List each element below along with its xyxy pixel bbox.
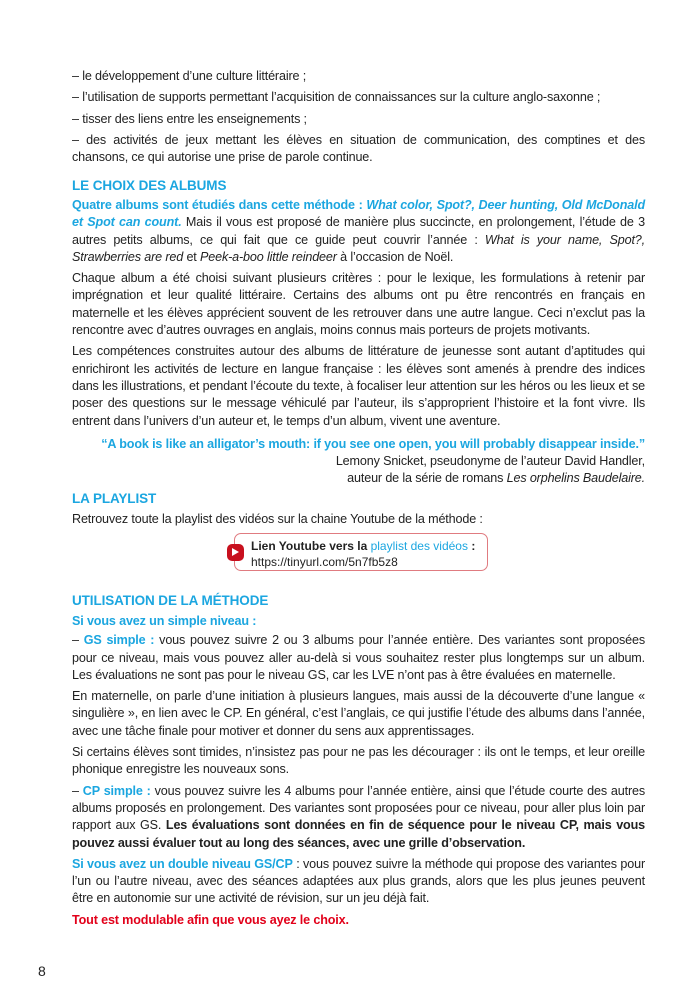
text: et bbox=[183, 249, 200, 264]
text: – bbox=[72, 783, 83, 798]
text: – bbox=[72, 633, 84, 648]
quote-attribution: Lemony Snicket, pseudonyme de l’auteur David Handler, bbox=[335, 454, 645, 469]
conclusion: Tout est modulable afin que vous ayez le choix. bbox=[72, 912, 349, 927]
playlist-text: Retrouvez toute la playlist des vidéos sur la chaine Youtube de la méthode : bbox=[72, 512, 483, 526]
book-title: Les orphelins Baudelaire. bbox=[506, 471, 645, 486]
bullet-item: – l’utilisation de supports permettant l’acquisition de connaissances sur la culture anglo-saxonne ; bbox=[72, 90, 601, 105]
albums-paragraph-1 bbox=[72, 197, 645, 266]
page-number: 8 bbox=[38, 963, 46, 979]
youtube-link-box[interactable] bbox=[234, 533, 488, 571]
album-titles: What color, Spot?, Deer hunting, Old McDonald et Spot can count. bbox=[72, 198, 645, 230]
bullet-list bbox=[72, 68, 645, 166]
youtube-link[interactable] bbox=[251, 538, 475, 570]
text: : vous pouvez suivre la méthode qui propose des variantes pour l’un ou l’autre niveau, avec des séances adaptées aux plus grands, alors que les plus jeunes peuvent être en autonomie sur une activité de révision, sur un jeu déjà fait. bbox=[72, 856, 645, 906]
text: vous pouvez suivre 2 ou 3 albums pour l’année entière. Des variantes sont proposées pour ce niveau, mais vous pouvez aller au-delà si vous souhaitez rester plus longtemps sur un album. Les évaluations ne sont pas pour le niveau GS, car les LVE n’ont pas à être évaluées en maternelle. bbox=[72, 633, 645, 682]
gs-label: GS simple : bbox=[83, 633, 155, 648]
cp-label: CP simple : bbox=[82, 783, 151, 798]
youtube-play-icon bbox=[227, 544, 244, 561]
method-section bbox=[72, 613, 645, 929]
cp-paragraph bbox=[72, 783, 645, 852]
text: auteur de la série de romans bbox=[347, 471, 507, 486]
albums-paragraph-2: Chaque album a été choisi suivant plusieurs critères : pour le lexique, les formulations à retenir par imprégnation et leur qualité littéraire. Certains des albums ont pu être rencontrés en français en maternelle et les élèves apprécient souvent de les retrouver dans une autre langue. Ceci n’exclut pas la rencontre avec d’autres ouvrages en anglais, moins connus mais porteurs de projets motivants. bbox=[72, 271, 645, 338]
album-title: Peek-a-boo little reindeer bbox=[200, 249, 337, 264]
text: vous pouvez suivre les 4 albums pour l’année entière, ainsi que l’étude courte des autres albums proposés en prolongement. Des variantes sont proposées pour ce niveau, pour aller plus loin par rapport aux GS. bbox=[72, 783, 646, 833]
albums-section bbox=[72, 197, 645, 488]
subheading-simple: Si vous avez un simple niveau : bbox=[72, 614, 257, 628]
albums-lead: Quatre albums sont étudiés dans cette méthode : bbox=[72, 198, 367, 212]
section-heading-albums: LE CHOIX DES ALBUMS bbox=[72, 178, 227, 193]
text: Mais il vous est proposé de manière plus succincte, en prolongement, l’étude de 3 autres petits albums, ce qui fait que ce guide peut couvrir l’année : bbox=[72, 215, 645, 247]
text: Les évaluations sont données en fin de séquence pour le niveau CP, mais vous pouvez aussi évaluer tout au long des séances, avec une grille d’observation. bbox=[72, 818, 645, 850]
playlist-url[interactable]: https://tinyurl.com/5n7fb5z8 bbox=[251, 555, 398, 569]
playlist-link[interactable]: playlist des vidéos bbox=[370, 539, 468, 553]
section-heading-playlist: LA PLAYLIST bbox=[72, 491, 157, 506]
quote: “A book is like an alligator’s mouth: if you see one open, you will probably disappear inside.” bbox=[101, 436, 645, 451]
albums-paragraph-3: Les compétences construites autour des albums de littérature de jeunesse sont autant d’aptitudes qui enrichiront les activités de lecture en langue française : les élèves sont amenés à prendre des indices dans les illustrations, et pendant l’écoute du texte, à focaliser leur attention sur les héros ou les lieux et se poser des questions sur le message véhiculé par l’auteur, ils s’approprient l’histoire et la font vivre. Ils entrent dans l’univers d’un auteur et, le temps d’un album, vivent une aventure. bbox=[72, 344, 645, 428]
double-label: Si vous avez un double niveau GS/CP bbox=[72, 856, 293, 871]
text: Lien Youtube vers la bbox=[251, 539, 371, 553]
double-niveau-paragraph bbox=[72, 856, 645, 908]
gs-paragraph bbox=[72, 632, 645, 684]
section-heading-method: UTILISATION DE LA MÉTHODE bbox=[72, 593, 269, 608]
album-title: What is your name, Spot?, Strawberries are red bbox=[72, 232, 645, 264]
maternelle-paragraph: En maternelle, on parle d’une initiation à plusieurs langues, mais aussi de la découverte d’une langue « singulière », en lien avec le CP. En général, c’est l’anglais, ce qui justifie l’étude des albums dans l’année, avec une tâche finale pour motiver et donner du sens aux apprentissages. bbox=[72, 689, 645, 738]
timides-paragraph: Si certains élèves sont timides, n’insistez pas pour ne pas les décourager : ils ont le temps, et leur oreille phonique enregistre les nouveaux sons. bbox=[72, 745, 645, 777]
bullet-item: – le développement d’une culture littéraire ; bbox=[72, 69, 307, 83]
text: : bbox=[467, 539, 476, 553]
bullet-item: – tisser des liens entre les enseignements ; bbox=[72, 111, 307, 126]
quote-attribution bbox=[72, 470, 645, 487]
text: à l’occasion de Noël. bbox=[336, 249, 454, 264]
bullet-item: – des activités de jeux mettant les élèves en situation de communication, des comptines et des chansons, ce qui autorise une prise de parole continue. bbox=[72, 132, 645, 165]
